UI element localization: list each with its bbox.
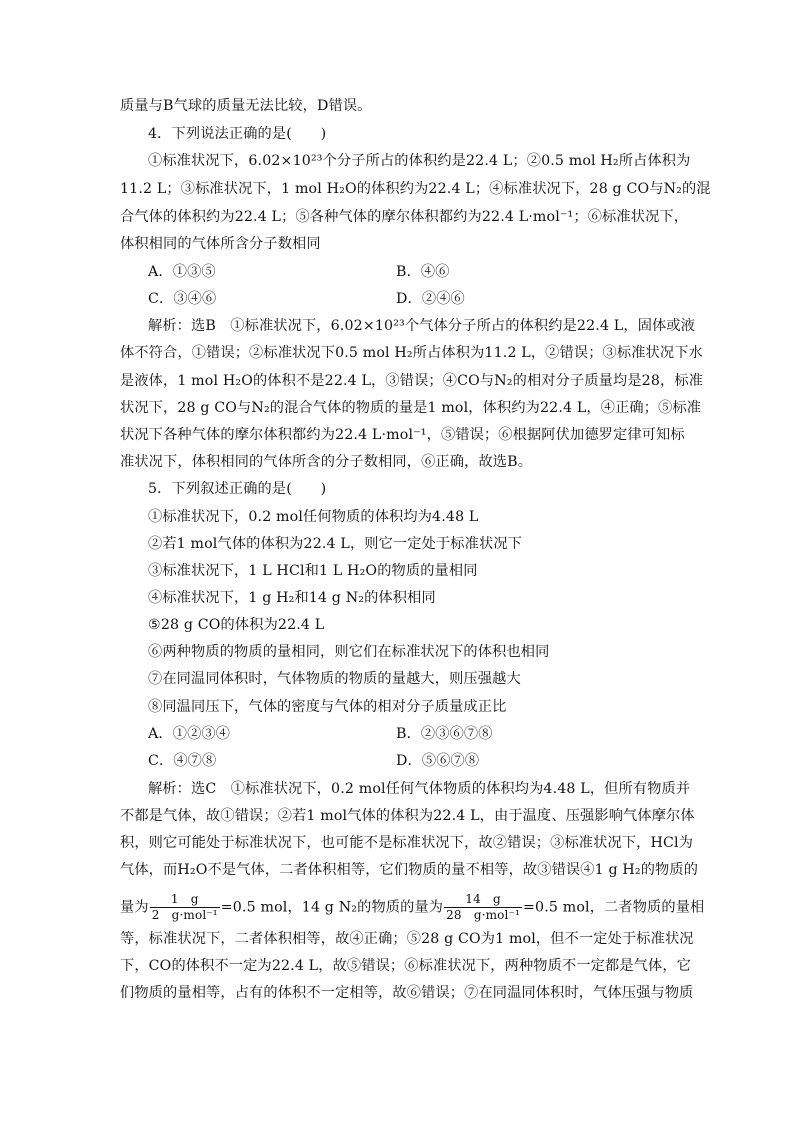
fraction-h2 — [150, 892, 220, 923]
analysis-line: 解析：选C ①标准状况下，0.2 mol任何气体物质的体积均为4.48 L，但所有物质并 — [148, 781, 691, 797]
statement-5: ⑤28 g CO的体积为22.4 L — [148, 617, 325, 633]
question-4: 4．下列说法正确的是( ) — [148, 126, 327, 142]
option-c: C．④⑦⑧ — [148, 753, 217, 769]
statement-6: ⑥两种物质的物质的量相同，则它们在标准状况下的体积也相同 — [148, 644, 550, 660]
text-line: 体积相同的气体所含分子数相同 — [120, 236, 321, 252]
text-line: 气体，而H₂O不是气体，二者体积相等，它们物质的量不相等，故③错误④1 g H₂的物质的 — [120, 862, 699, 878]
option-a: A．①②③④ — [148, 726, 231, 742]
text-line: 体不符合，①错误；②标准状况下0.5 mol H₂所占体积为11.2 L，②错误；③标准状况下水 — [120, 345, 703, 361]
option-d: D．⑤⑥⑦⑧ — [396, 753, 480, 769]
text-line: 质量与B气球的质量无法比较，D错误。 — [120, 98, 372, 114]
statement-4: ④标准状况下，1 g H₂和14 g N₂的体积相同 — [148, 590, 436, 606]
fraction-numerator: 1 g — [150, 892, 220, 908]
fraction-line — [120, 892, 705, 923]
analysis-line: 解析：选B ①标准状况下，6.02×10²³个气体分子所占的体积约是22.4 L，固体或液 — [148, 318, 696, 334]
statement-3: ③标准状况下，1 L HCl和1 L H₂O的物质的量相同 — [148, 563, 478, 579]
statement-7: ⑦在同温同体积时，气体物质的物质的量越大，则压强越大 — [148, 671, 521, 687]
statement-1: ①标准状况下，0.2 mol任何物质的体积均为4.48 L — [148, 509, 479, 525]
fraction-numerator: 14 g — [444, 892, 522, 908]
text-span: 量为 — [120, 899, 149, 916]
text-line: 们物质的量相等，占有的体积不一定相等，故⑥错误；⑦在同温同体积时，气体压强与物质 — [120, 985, 694, 1001]
text-line: ①标准状况下，6.02×10²³个分子所占的体积约是22.4 L；②0.5 mol H₂所占体积为 — [148, 153, 691, 169]
text-span: =0.5 mol，二者物质的量相 — [523, 899, 705, 916]
text-line: 不都是气体，故①错误；②若1 mol气体的体积为22.4 L，由于温度、压强影响气体摩尔体 — [120, 808, 695, 824]
text-line: 等，标准状况下，二者体积相等，故④正确；⑤28 g CO为1 mol，但不一定处于标准状况 — [120, 931, 694, 947]
fraction-n2 — [444, 892, 522, 923]
text-span: =0.5 mol，14 g N₂的物质的量为 — [220, 899, 444, 916]
text-line: 积，则它可能处于标准状况下，也可能不是标准状况下，故②错误；③标准状况下，HCl为 — [120, 835, 694, 851]
text-line: 下，CO的体积不一定为22.4 L，故⑤错误；⑥标准状况下，两种物质不一定都是气体，它 — [120, 958, 692, 974]
text-line: 是液体，1 mol H₂O的体积不是22.4 L，③错误；④CO与N₂的相对分子质量均是28，标准 — [120, 373, 704, 389]
question-5: 5．下列叙述正确的是( ) — [148, 481, 327, 497]
text-line: 状况下，28 g CO与N₂的混合气体的物质的量是1 mol，体积约为22.4 L，④正确；⑤标准 — [120, 400, 702, 416]
text-line: 状况下各种气体的摩尔体积都约为22.4 L·mol⁻¹，⑤错误；⑥根据阿伏加德罗定律可知标 — [120, 427, 685, 443]
option-a: A．①③⑤ — [148, 264, 216, 280]
statement-2: ②若1 mol气体的体积为22.4 L，则它一定处于标准状况下 — [148, 536, 522, 552]
text-line: 合气体的体积约为22.4 L；⑤各种气体的摩尔体积都约为22.4 L·mol⁻¹；⑥标准状况下， — [120, 209, 689, 225]
option-d: D．②④⑥ — [396, 291, 465, 307]
text-line: 11.2 L；③标准状况下，1 mol H₂O的体积约为22.4 L；④标准状况下，28 g CO与N₂的混 — [120, 181, 711, 197]
fraction-denominator: 28 g·mol⁻¹ — [446, 908, 520, 922]
option-b: B．②③⑥⑦⑧ — [396, 726, 493, 742]
option-c: C．③④⑥ — [148, 291, 217, 307]
text-line: 准状况下，体积相同的气体所含的分子数相同，⑥正确，故选B。 — [120, 454, 533, 470]
statement-8: ⑧同温同压下，气体的密度与气体的相对分子质量成正比 — [148, 699, 507, 715]
fraction-denominator: 2 g·mol⁻¹ — [151, 908, 218, 922]
option-b: B．④⑥ — [396, 264, 450, 280]
